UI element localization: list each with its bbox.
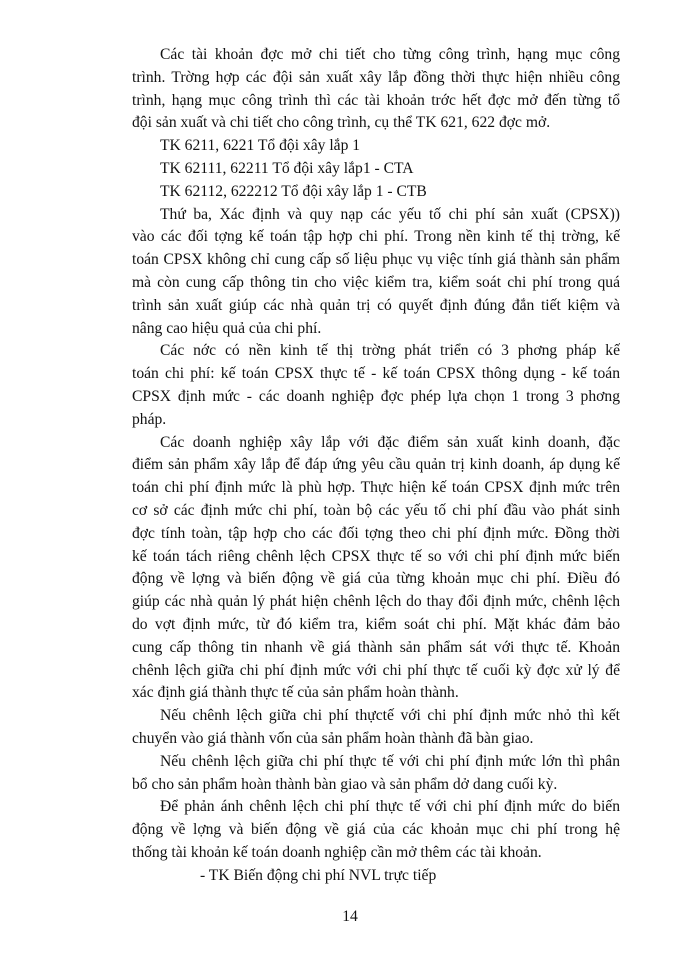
text-line: giúp các nhà quản lý phát hiện chênh lệch do thay đổi định mức, chênh lệch [132,593,620,611]
text-line: mà còn cung cấp thông tin cho việc kiểm tra, kiểm soát chi phí trong quá [132,273,620,291]
text-line: động về lợng và biến động về giá của các khoản mục chi phí trong hệ [132,821,620,839]
text-line: Các tài khoản đợc mở chi tiết cho từng công trình, hạng mục công [160,46,620,63]
text-line: cung cấp thông tin nhanh về giá thành sản phẩm sát với thực tế. Khoản [132,638,620,656]
text-line: toán chi phí: kế toán CPSX thực tế - kế toán CPSX thông dụng - kế toán [132,365,620,383]
text-line: pháp. [132,410,167,428]
text-line: xác định giá thành thực tế của sản phẩm hoàn thành. [132,684,459,702]
text-line: Nếu chênh lệch giữa chi phí thực tế với chi phí định mức lớn thì phân [160,752,620,770]
text-line: chênh lệch giữa chi phí định mức với chi phí thực tế cuối kỳ đợc xử lý để [132,661,620,679]
text-line: thống tài khoản kế toán doanh nghiệp cần mở thêm các tài khoản. [132,843,542,861]
text-line: động về lợng và biến động về giá của từng khoản mục chi phí. Điều đó [132,570,620,588]
text-line: toán CPSX không chỉ cung cấp số liệu phục vụ việc tính giá thành sản phẩm [132,251,620,269]
text-line: Để phản ánh chênh lệch chi phí thực tế với chi phí định mức do biến [160,798,620,816]
text-line: đội sản xuất và chi tiết cho công trình, cụ thể TK 621, 622 đợc mở. [132,114,551,132]
page-number: 14 [342,908,358,925]
text-line: đợc tính toàn, tập hợp cho các đối tợng theo chi phí định mức. Đồng thời [132,524,620,542]
text-line: nâng cao hiệu quả của chi phí. [132,319,322,337]
text-line: vào các đối tợng kế toán tập hợp chi phí. Trong nền kinh tế thị trờng, kế [132,228,620,246]
text-line: TK 6211, 6221 Tổ đội xây lắp 1 [160,137,361,155]
text-line: - TK Biến động chi phí NVL trực tiếp [200,866,437,884]
text-line: điểm sản phẩm xây lắp để đáp ứng yêu cầu quản trị kinh doanh, áp dụng kế [132,456,620,474]
text-line: TK 62111, 62211 Tổ đội xây lắp1 - CTA [160,159,414,177]
text-line: trình sản xuất giúp các nhà quản trị có quyết định đúng đắn tiết kiệm và [132,296,620,314]
text-line: CPSX định mức - các doanh nghiệp đợc phép lựa chọn 1 trong 3 phơng [132,387,620,405]
text-line: Nếu chênh lệch giữa chi phí thựctế với chi phí định mức nhỏ thì kết [160,707,620,725]
text-line: Các doanh nghiệp xây lắp với đặc điểm sản xuất kinh doanh, đặc [160,433,620,451]
text-line: bổ cho sản phẩm hoàn thành bàn giao và sản phẩm dở dang cuối kỳ. [132,775,558,793]
text-line: toán chi phí định mức là phù hợp. Thực hiện kế toán CPSX định mức trên [132,479,620,497]
text-line: cơ sở các định mức chi phí, toàn bộ các yếu tố chi phí đầu vào phát sinh [132,501,620,519]
text-line: TK 62112, 622212 Tổ đội xây lắp 1 - CTB [160,182,427,200]
text-line: kế toán tách riêng chênh lệch CPSX thực tế so với chi phí định mức biến [132,547,620,565]
text-line: do vợt định mức, từ đó kiểm tra, kiểm soát chi phí. Mặt khác đảm bảo [132,615,620,633]
text-line: Thứ ba, Xác định và quy nạp các yếu tố chi phí sản xuất (CPSX)) [160,205,620,223]
document-body [132,44,620,887]
text-line: chuyển vào giá thành vốn của sản phẩm hoàn thành đã bàn giao. [132,729,534,747]
text-line: trình. Trờng hợp các đội sản xuất xây lắp đồng thời thực hiện nhiều công [132,68,620,86]
text-line: trình, hạng mục công trình thì các tài khoản trớc hết đợc mở đến từng tổ [132,91,620,109]
text-line: Các nớc có nền kinh tế thị trờng phát triển có 3 phơng pháp kế [160,342,620,360]
